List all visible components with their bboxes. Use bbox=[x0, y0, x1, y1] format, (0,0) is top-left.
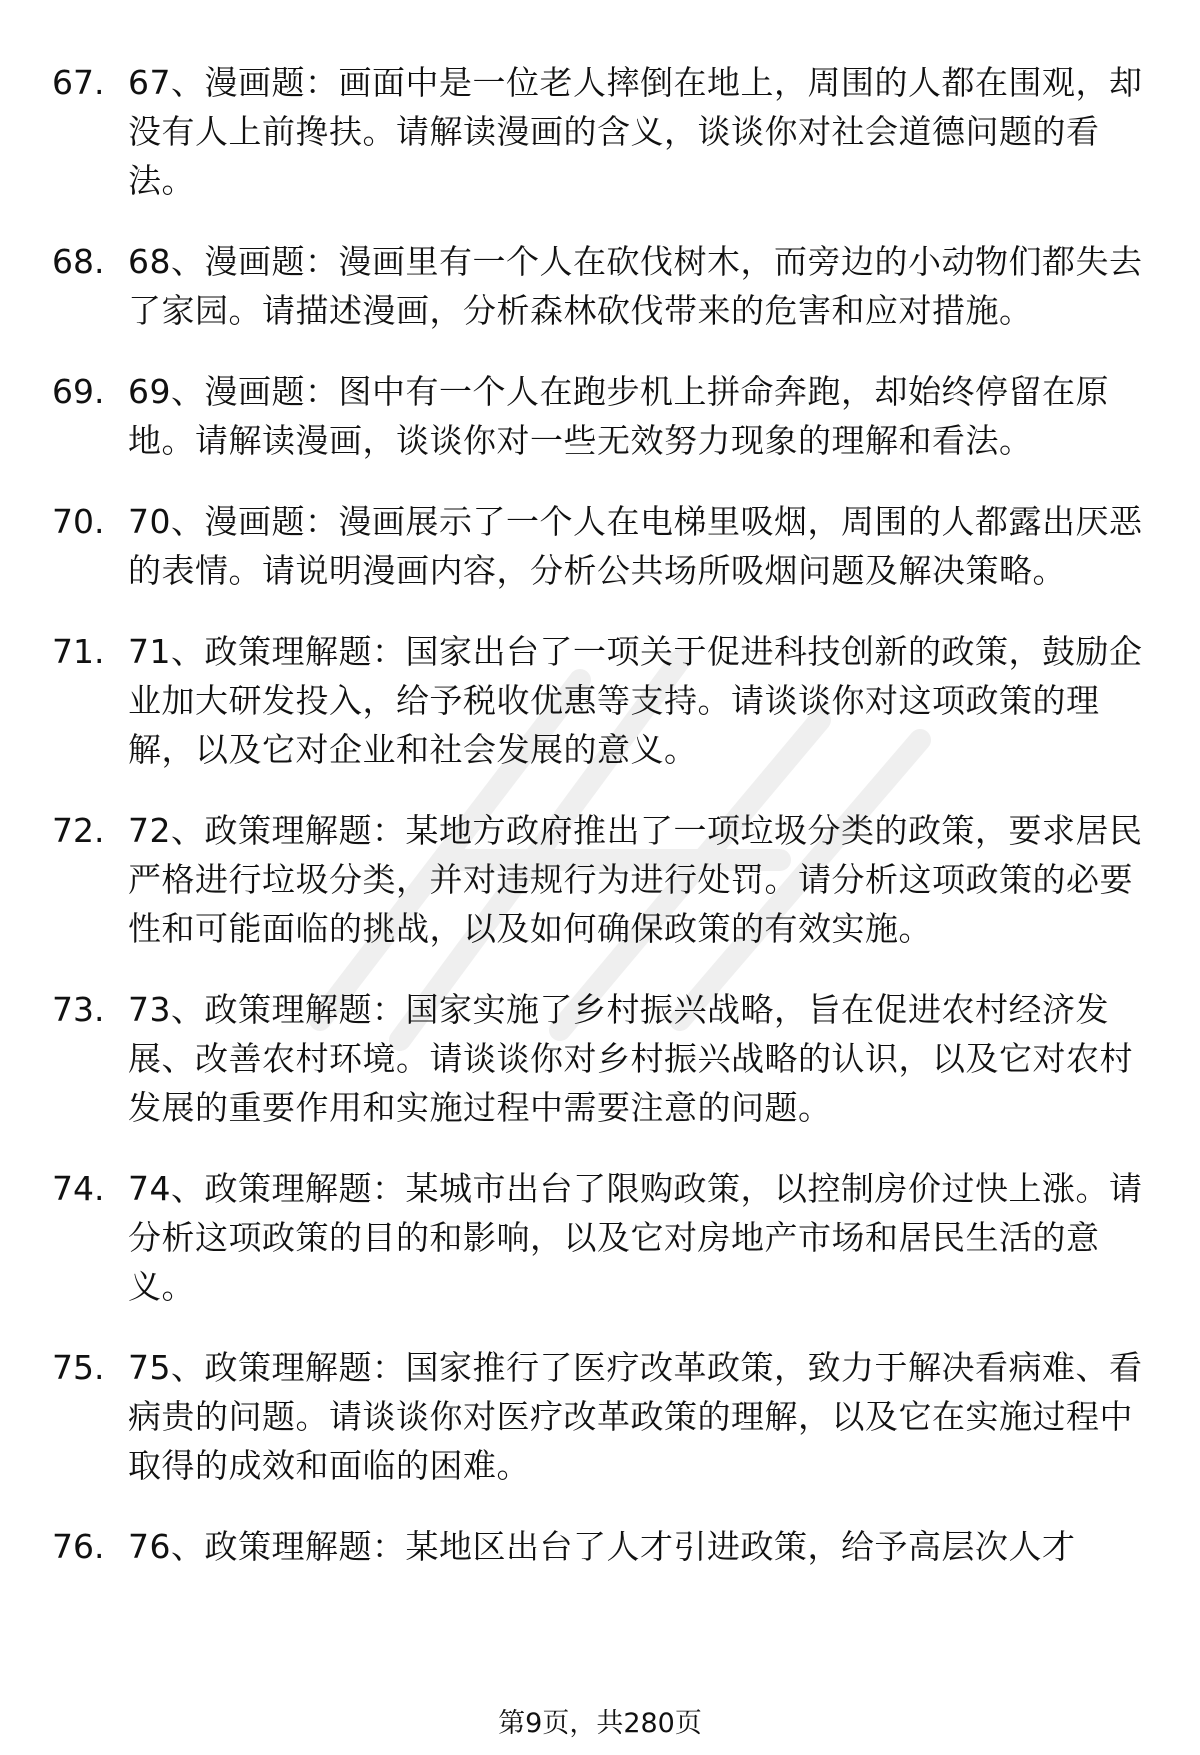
question-item bbox=[52, 1343, 1152, 1490]
question-text: 74、政策理解题：某城市出台了限购政策，以控制房价过快上涨。请分析这项政策的目的和影响，以及它对房地产市场和居民生活的意义。 bbox=[128, 1169, 1143, 1306]
question-text: 69、漫画题：图中有一个人在跑步机上拼命奔跑，却始终停留在原地。请解读漫画，谈谈你对一些无效努力现象的理解和看法。 bbox=[128, 372, 1109, 460]
question-item bbox=[52, 367, 1152, 465]
question-text: 70、漫画题：漫画展示了一个人在电梯里吸烟，周围的人都露出厌恶的表情。请说明漫画内容，分析公共场所吸烟问题及解决策略。 bbox=[128, 502, 1143, 590]
question-text: 71、政策理解题：国家出台了一项关于促进科技创新的政策，鼓励企业加大研发投入，给予税收优惠等支持。请谈谈你对这项政策的理解，以及它对企业和社会发展的意义。 bbox=[128, 632, 1143, 769]
question-number: 71. bbox=[52, 632, 105, 671]
question-item bbox=[52, 237, 1152, 335]
question-item bbox=[52, 1522, 1152, 1571]
page-footer: 第9页，共280页 bbox=[498, 1708, 702, 1739]
question-item bbox=[52, 1164, 1152, 1311]
question-text: 76、政策理解题：某地区出台了人才引进政策，给予高层次人才 bbox=[128, 1527, 1076, 1566]
question-item bbox=[52, 985, 1152, 1132]
question-text: 68、漫画题：漫画里有一个人在砍伐树木，而旁边的小动物们都失去了家园。请描述漫画，分析森林砍伐带来的危害和应对措施。 bbox=[128, 242, 1143, 330]
question-number: 76. bbox=[52, 1527, 105, 1566]
question-text: 67、漫画题：画面中是一位老人摔倒在地上，周围的人都在围观，却没有人上前搀扶。请解读漫画的含义，谈谈你对社会道德问题的看法。 bbox=[128, 63, 1143, 200]
question-item bbox=[52, 806, 1152, 953]
question-list bbox=[52, 58, 1152, 1603]
question-number: 69. bbox=[52, 372, 105, 411]
question-text: 72、政策理解题：某地方政府推出了一项垃圾分类的政策，要求居民严格进行垃圾分类，并对违规行为进行处罚。请分析这项政策的必要性和可能面临的挑战，以及如何确保政策的有效实施。 bbox=[128, 811, 1143, 948]
question-number: 68. bbox=[52, 242, 105, 281]
question-number: 70. bbox=[52, 502, 105, 541]
question-text: 73、政策理解题：国家实施了乡村振兴战略，旨在促进农村经济发展、改善农村环境。请谈谈你对乡村振兴战略的认识，以及它对农村发展的重要作用和实施过程中需要注意的问题。 bbox=[128, 990, 1133, 1127]
question-item bbox=[52, 627, 1152, 774]
question-number: 73. bbox=[52, 990, 105, 1029]
question-item bbox=[52, 58, 1152, 205]
question-number: 67. bbox=[52, 63, 105, 102]
question-number: 72. bbox=[52, 811, 105, 850]
question-number: 74. bbox=[52, 1169, 105, 1208]
question-text: 75、政策理解题：国家推行了医疗改革政策，致力于解决看病难、看病贵的问题。请谈谈你对医疗改革政策的理解，以及它在实施过程中取得的成效和面临的困难。 bbox=[128, 1348, 1143, 1485]
question-number: 75. bbox=[52, 1348, 105, 1387]
question-item bbox=[52, 497, 1152, 595]
